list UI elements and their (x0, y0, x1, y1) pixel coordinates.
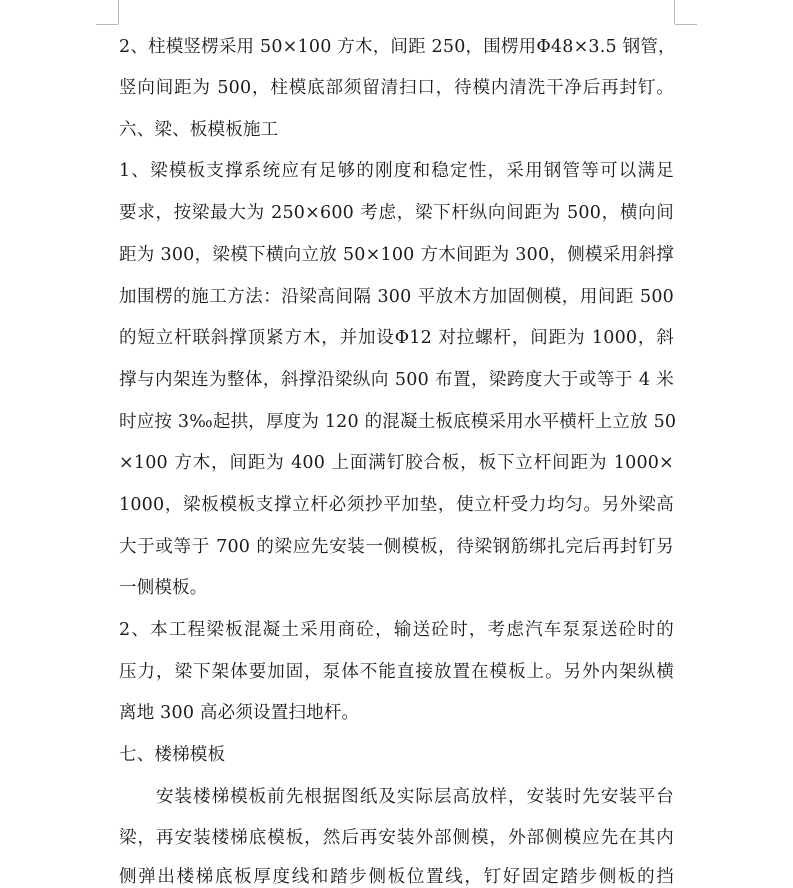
body-text-line: 加围楞的施工方法：沿梁高间隔 300 平放木方加固侧模，用间距 500 (119, 287, 674, 307)
section-heading: 七、楼梯模板 (119, 745, 226, 765)
body-text-line: 竖向间距为 500，柱模底部须留清扫口，待模内清洗干净后再封钉。 (119, 78, 674, 98)
body-text-line: 2、本工程梁板混凝土采用商砼，输送砼时，考虑汽车泵泵送砼时的 (119, 620, 674, 640)
body-text-line: 梁，再安装楼梯底模板，然后再安装外部侧模，外部侧模应先在其内 (119, 828, 674, 848)
body-text-line: 2、柱模竖楞采用 50×100 方木，间距 250，围楞用Φ48×3.5 钢管， (119, 37, 676, 57)
body-text-line: 1000，梁板模板支撑立杆必须抄平加垫，使立杆受力均匀。另外梁高 (119, 495, 674, 515)
body-text-line: ×100 方木，间距为 400 上面满钉胶合板，板下立杆间距为 1000× (119, 453, 674, 473)
body-text-line: 1、梁模板支撑系统应有足够的刚度和稳定性，采用钢管等可以满足 (119, 161, 674, 181)
body-text-line: 安装楼梯模板前先根据图纸及实际层高放样，安装时先安装平台 (156, 787, 674, 807)
body-text-line: 压力，梁下架体要加固，泵体不能直接放置在模板上。另外内架纵横 (119, 662, 674, 682)
crop-mark-top-right (674, 0, 675, 24)
body-text-line: 侧弹出楼梯底板厚度线和踏步侧板位置线，钉好固定踏步侧板的挡 (119, 867, 674, 887)
body-text-line: 时应按 3‰起拱，厚度为 120 的混凝土板底模采用水平横杆上立放 50 (119, 412, 677, 432)
body-text-line: 一侧模板。 (119, 578, 208, 598)
crop-mark-top-left (118, 0, 119, 24)
body-text-line: 距为 300，梁模下横向立放 50×100 方木间距为 300，侧模采用斜撑 (119, 245, 674, 265)
section-heading: 六、梁、板模板施工 (119, 120, 279, 140)
body-text-line: 离地 300 高必须设置扫地杆。 (119, 703, 360, 723)
body-text-line: 要求，按梁最大为 250×600 考虑，梁下杆纵向间距为 500，横向间 (119, 203, 674, 223)
body-text-line: 撑与内架连为整体，斜撑沿梁纵向 500 布置，梁跨度大于或等于 4 米 (119, 370, 674, 390)
body-text-line: 大于或等于 700 的梁应先安装一侧模板，待梁钢筋绑扎完后再封钉另 (119, 537, 674, 557)
crop-mark-top-left (96, 24, 118, 25)
body-text-line: 的短立杆联斜撑顶紧方木，并加设Φ12 对拉螺杆，间距为 1000，斜 (119, 328, 674, 348)
crop-mark-top-right (675, 24, 697, 25)
